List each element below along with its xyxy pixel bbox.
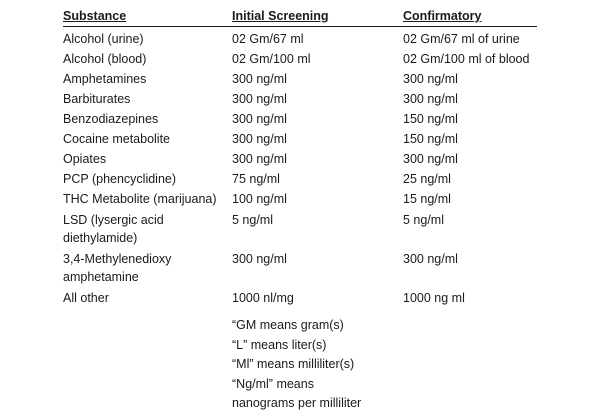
initial-cell: 02 Gm/100 ml — [232, 52, 311, 66]
initial-cell: 300 ng/ml — [232, 72, 287, 86]
initial-cell: 1000 nl/mg — [232, 291, 294, 305]
confirmatory-cell: 150 ng/ml — [403, 112, 458, 126]
table-header — [63, 8, 537, 27]
table-row — [63, 170, 537, 188]
table-row — [63, 30, 537, 48]
initial-cell: 300 ng/ml — [232, 112, 287, 126]
note-gram: “GM means gram(s) — [232, 318, 344, 332]
table-row — [63, 70, 537, 88]
table-row — [63, 90, 537, 108]
substance-cell: All other — [63, 291, 109, 305]
substance-cell: Cocaine metabolite — [63, 132, 171, 146]
initial-cell: 300 ng/ml — [232, 92, 287, 106]
initial-cell: 5 ng/ml — [232, 213, 273, 227]
confirmatory-cell: 1000 ng ml — [403, 291, 465, 305]
unit-definitions — [232, 316, 361, 414]
table-body — [63, 30, 537, 309]
confirmatory-cell: 150 ng/ml — [403, 132, 458, 146]
initial-cell: 300 ng/ml — [232, 152, 287, 166]
initial-cell: 100 ng/ml — [232, 192, 287, 206]
table-row — [63, 250, 537, 286]
table-row — [63, 130, 537, 148]
table-row — [63, 110, 537, 128]
table-row — [63, 211, 537, 247]
confirmatory-cell: 300 ng/ml — [403, 152, 458, 166]
substance-cell: PCP (phencyclidine) — [63, 172, 177, 186]
initial-cell: 75 ng/ml — [232, 172, 280, 186]
confirmatory-cell: 300 ng/ml — [403, 252, 458, 266]
substance-cell: 3,4-Methylenedioxy amphetamine — [63, 252, 172, 284]
header-confirmatory: Confirmatory — [403, 9, 482, 23]
confirmatory-cell: 02 Gm/100 ml of blood — [403, 52, 530, 66]
header-initial-screening: Initial Screening — [232, 9, 329, 23]
confirmatory-cell: 5 ng/ml — [403, 213, 444, 227]
substance-cell: Benzodiazepines — [63, 112, 159, 126]
note-milliliter: “Ml” means milliliter(s) — [232, 357, 355, 371]
initial-cell: 02 Gm/67 ml — [232, 32, 304, 46]
substance-cell: Alcohol (blood) — [63, 52, 147, 66]
substance-cell: Alcohol (urine) — [63, 32, 144, 46]
table-row — [63, 50, 537, 68]
note-liter: “L” means liter(s) — [232, 337, 327, 352]
substance-cell: Barbiturates — [63, 92, 131, 106]
table-row — [63, 289, 537, 307]
substance-cell: Amphetamines — [63, 72, 147, 86]
substance-cell: THC Metabolite (marijuana) — [63, 192, 217, 206]
confirmatory-cell: 25 ng/ml — [403, 172, 451, 186]
confirmatory-cell: 15 ng/ml — [403, 192, 451, 206]
note-ng-ml-cont: nanograms per milliliter — [232, 396, 362, 410]
note-ng-ml: “Ng/ml” means — [232, 376, 314, 391]
substance-cell: Opiates — [63, 152, 107, 166]
table-row — [63, 150, 537, 168]
initial-cell: 300 ng/ml — [232, 252, 287, 266]
substance-cell: LSD (lysergic acid diethylamide) — [63, 213, 164, 245]
header-substance: Substance — [63, 9, 127, 23]
confirmatory-cell: 300 ng/ml — [403, 92, 458, 106]
table-row — [63, 190, 537, 208]
confirmatory-cell: 300 ng/ml — [403, 72, 458, 86]
initial-cell: 300 ng/ml — [232, 132, 287, 146]
confirmatory-cell: 02 Gm/67 ml of urine — [403, 32, 520, 46]
